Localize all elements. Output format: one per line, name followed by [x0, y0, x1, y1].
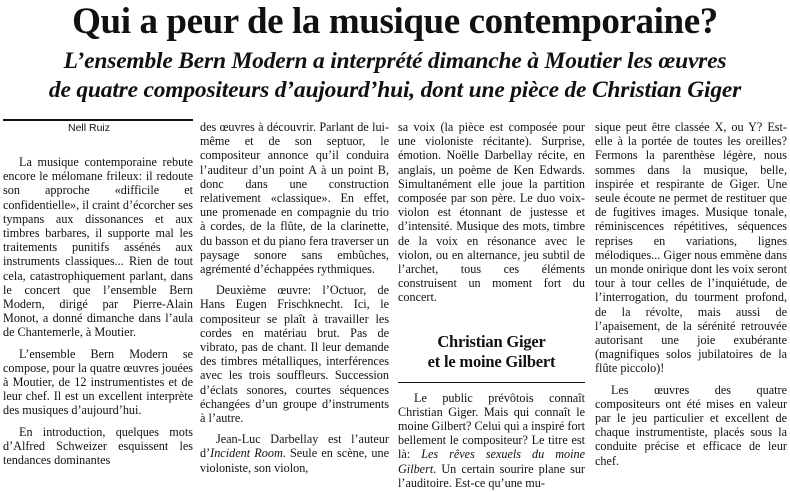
- col2-paragraph-3: [200, 432, 389, 475]
- col2-p3-text-before: Jean-Luc Darbellay est l’auteur d’: [200, 432, 389, 461]
- column-2: [200, 120, 389, 475]
- col3-p2-text-before: Le public prévôtois connaît Christian Giger. Mais qui connaît le moine Gilbert? Celui qui a inspiré fort bellement le compositeur? Le titre est là:: [398, 390, 585, 462]
- subheadline-line-1: L’ensemble Bern Modern a interprété dimanche à Moutier les œuvres: [63, 48, 727, 74]
- byline-rule: [3, 119, 193, 121]
- intertitle-line-2: et le moine Gilbert: [427, 351, 556, 371]
- col2-paragraph-2: Deuxième œuvre: l’Octuor, de Hans Eugen Frischknecht. Ici, le compositeur se plaît à travailler les cordes en matériau brut. Pas de vibrato, pas de chant. Il leur demande des timbres métalliques, interférences avec les trois souffleurs. Succession d’éclats sonores, courtes séquences échangées d’un groupe d’instruments à l’autre.: [200, 283, 389, 426]
- col3-p2-text-after: . Un certain sourire plane sur l’auditoire. Est-ce qu’une mu-: [398, 461, 585, 490]
- byline: Nell Ruiz: [68, 122, 111, 134]
- col3-paragraph-2: [398, 391, 585, 490]
- col2-p3-work-title: Incident Room: [210, 446, 283, 461]
- col1-paragraph-2: L’ensemble Bern Modern se compose, pour la quatre œuvres jouées à Moutier, de 12 instrumentistes et de leur chef. Il est un excellent interprète des musiques d’aujourd’hui.: [3, 346, 193, 418]
- subheadline: [0, 47, 790, 105]
- column-1: [3, 155, 193, 467]
- col4-paragraph-1: sique peut être classée X, ou Y? Est-elle à la portée de toutes les oreilles? Fermons la parenthèse légère, nous sommes dans la musique, belle, inspirée et respirante de Giger. Une seule écoute ne permet de restituer que de fugitives images. Musique tonale, réminiscences répétitives, séquences reprises en variations, lignes mélodiques... Giger nous emmène dans un monde onirique dont les voix seront tour à tour celles de l’inquiétude, de l’interrogation, du tourment profond, de la révolte, mais aussi de l’apaisement, de la sérénité retrouvée autorisant une joie exubérante (magnifiques solos jubilatoires de la flûte piccolo)!: [595, 120, 787, 376]
- headline: Qui a peur de la musique contemporaine?: [72, 1, 718, 42]
- col3-paragraph-1: sa voix (la pièce est composée pour une violoniste récitante). Surprise, émotion. Noëlle Darbellay récite, en anglais, un poème de Ken Edwards. Simultanément elle joue la partition composée par son père. Le duo voix-violon est étonnant de justesse et d’intensité. Musique des mots, timbre de la voix en résonance avec le violon, ou en alternance, jeu subtil de l’archet, tous ces éléments construisent un moment fort du concert.: [398, 120, 585, 305]
- intertitle-rule: [398, 382, 585, 383]
- intertitle-line-1: Christian Giger: [437, 331, 546, 351]
- subheadline-line-2: de quatre compositeurs d’aujourd’hui, dont une pièce de Christian Giger: [48, 77, 742, 103]
- col1-paragraph-3: En introduction, quelques mots d’Alfred Schweizer esquissent les tendances dominantes: [3, 424, 193, 468]
- col4-paragraph-2: Les œuvres des quatre compositeurs ont été mises en valeur par le jeu particulier et excellent de chaque instrumentiste, placés sous la conduite précise et efficace de leur chef.: [595, 382, 787, 468]
- col2-paragraph-1: des œuvres à découvrir. Parlant de lui-même et de son septuor, le compositeur annonce qu’il conduira l’auditeur d’un point A à un point B, donc dans une construction relativement «classique». En effet, une promenade en compagnie du trio à cordes, de la flûte, de la clarinette, du basson et du piano fera traverser un paysage sonore sans embûches, agrémenté d’échappées rythmiques.: [200, 120, 389, 277]
- col1-paragraph-1: La musique contemporaine rebute encore le mélomane frileux: il redoute son approche «difficile et confidentielle», il craint d’écorcher ses tympans aux dissonances et aux timbres barbares, il supporte mal les traitements punitifs assénés aux instruments classiques... Rien de tout cela, catastrophiquement parlant, dans le concert que l’ensemble Bern Modern, dirigé par Pierre-Alain Monot, a donné dimanche dans l’aula de Chantemerle, à Moutier.: [3, 155, 193, 340]
- intertitle: [398, 332, 585, 372]
- column-3: [398, 120, 585, 490]
- column-4: [595, 120, 787, 468]
- col2-p3-text-after: . Seule en scène, une violoniste, son violon,: [200, 446, 389, 475]
- col3-p2-work-title: Les rêves sexuels du moine Gilbert: [398, 447, 585, 476]
- intertitle-spacer: [398, 323, 585, 324]
